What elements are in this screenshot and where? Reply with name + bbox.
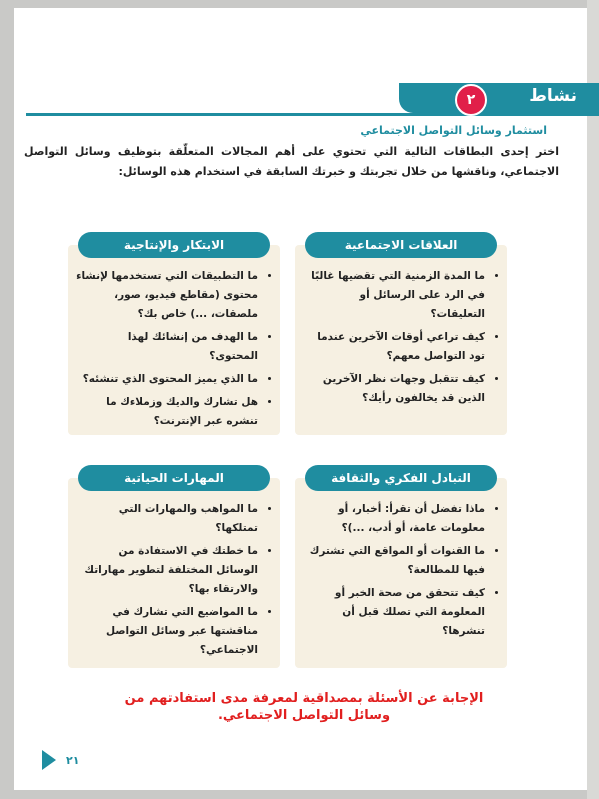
card-title: المهارات الحياتية — [78, 465, 270, 491]
activity-instructions: اختر إحدى البطاقات التالية التي تحتوي على أهم المجالات المتعلّقة بتوظيف وسائل التواصل الاجتماعي، وناقشها من خلال تجربتك و خبرتك السابقة في استخدام هذه الوسائل: — [24, 145, 559, 178]
list-item: • ما المدة الزمنية التي تقضيها غالبًا في الرد على الرسائل أو التعليقات؟ — [303, 267, 485, 324]
activity-number-badge: ٢ — [455, 84, 487, 116]
list-item: • ما خطتك في الاستفادة من الوسائل المختلفة لتطوير مهاراتك والارتقاء بها؟ — [76, 542, 258, 599]
page-spine — [587, 0, 599, 799]
header-divider — [26, 113, 599, 116]
list-item: • ما القنوات أو المواقع التي تشترك فيها للمطالعة؟ — [303, 542, 485, 580]
list-item: • ما التطبيقات التي تستخدمها لإنشاء محتوى (مقاطع فيديو، صور، ملصقات، ...) خاص بك؟ — [76, 267, 258, 324]
page-number: ٢١ — [66, 754, 80, 767]
list-item: • ما الذي يميز المحتوى الذي تنشئه؟ — [76, 370, 258, 389]
list-item: • هل تشارك والديك وزملاءك ما تنشره عبر الإنترنت؟ — [76, 393, 258, 431]
card-social-relations — [295, 238, 507, 435]
card-question-list — [76, 500, 272, 664]
card-question-list — [303, 500, 499, 645]
list-item: • ما الهدف من إنشائك لهذا المحتوى؟ — [76, 328, 258, 366]
list-item: • ما المواضيع التي تشارك في مناقشتها عبر وسائل التواصل الاجتماعي؟ — [76, 603, 258, 660]
list-item: • كيف تتقبل وجهات نظر الآخرين الذين قد يخالفون رأيك؟ — [303, 370, 485, 408]
activity-subtitle: استثمار وسائل التواصل الاجتماعي — [360, 124, 547, 137]
list-item: • كيف تتحقق من صحة الخبر أو المعلومة التي تصلك قبل أن تنشرها؟ — [303, 584, 485, 641]
card-life-skills — [68, 471, 280, 668]
card-title: التبادل الفكري والثقافة — [305, 465, 497, 491]
card-question-list — [76, 267, 272, 435]
activity-label: نشاط — [529, 86, 577, 106]
card-creativity — [68, 238, 280, 435]
list-item: • كيف تراعي أوقات الآخرين عندما تود التواصل معهم؟ — [303, 328, 485, 366]
answer-note: الإجابة عن الأسئلة بمصداقية لمعرفة مدى استفادتهم من وسائل التواصل الاجتماعي. — [124, 691, 484, 723]
card-intellectual-exchange — [295, 471, 507, 668]
card-title: العلاقات الاجتماعية — [305, 232, 497, 258]
card-title: الابتكار والإنتاجية — [78, 232, 270, 258]
list-item: • ما المواهب والمهارات التي تمتلكها؟ — [76, 500, 258, 538]
card-question-list — [303, 267, 499, 412]
page-arrow-icon — [42, 750, 56, 770]
list-item: • ماذا تفضل أن تقرأ: أخبار، أو معلومات عامة، أو أدب، ...)؟ — [303, 500, 485, 538]
